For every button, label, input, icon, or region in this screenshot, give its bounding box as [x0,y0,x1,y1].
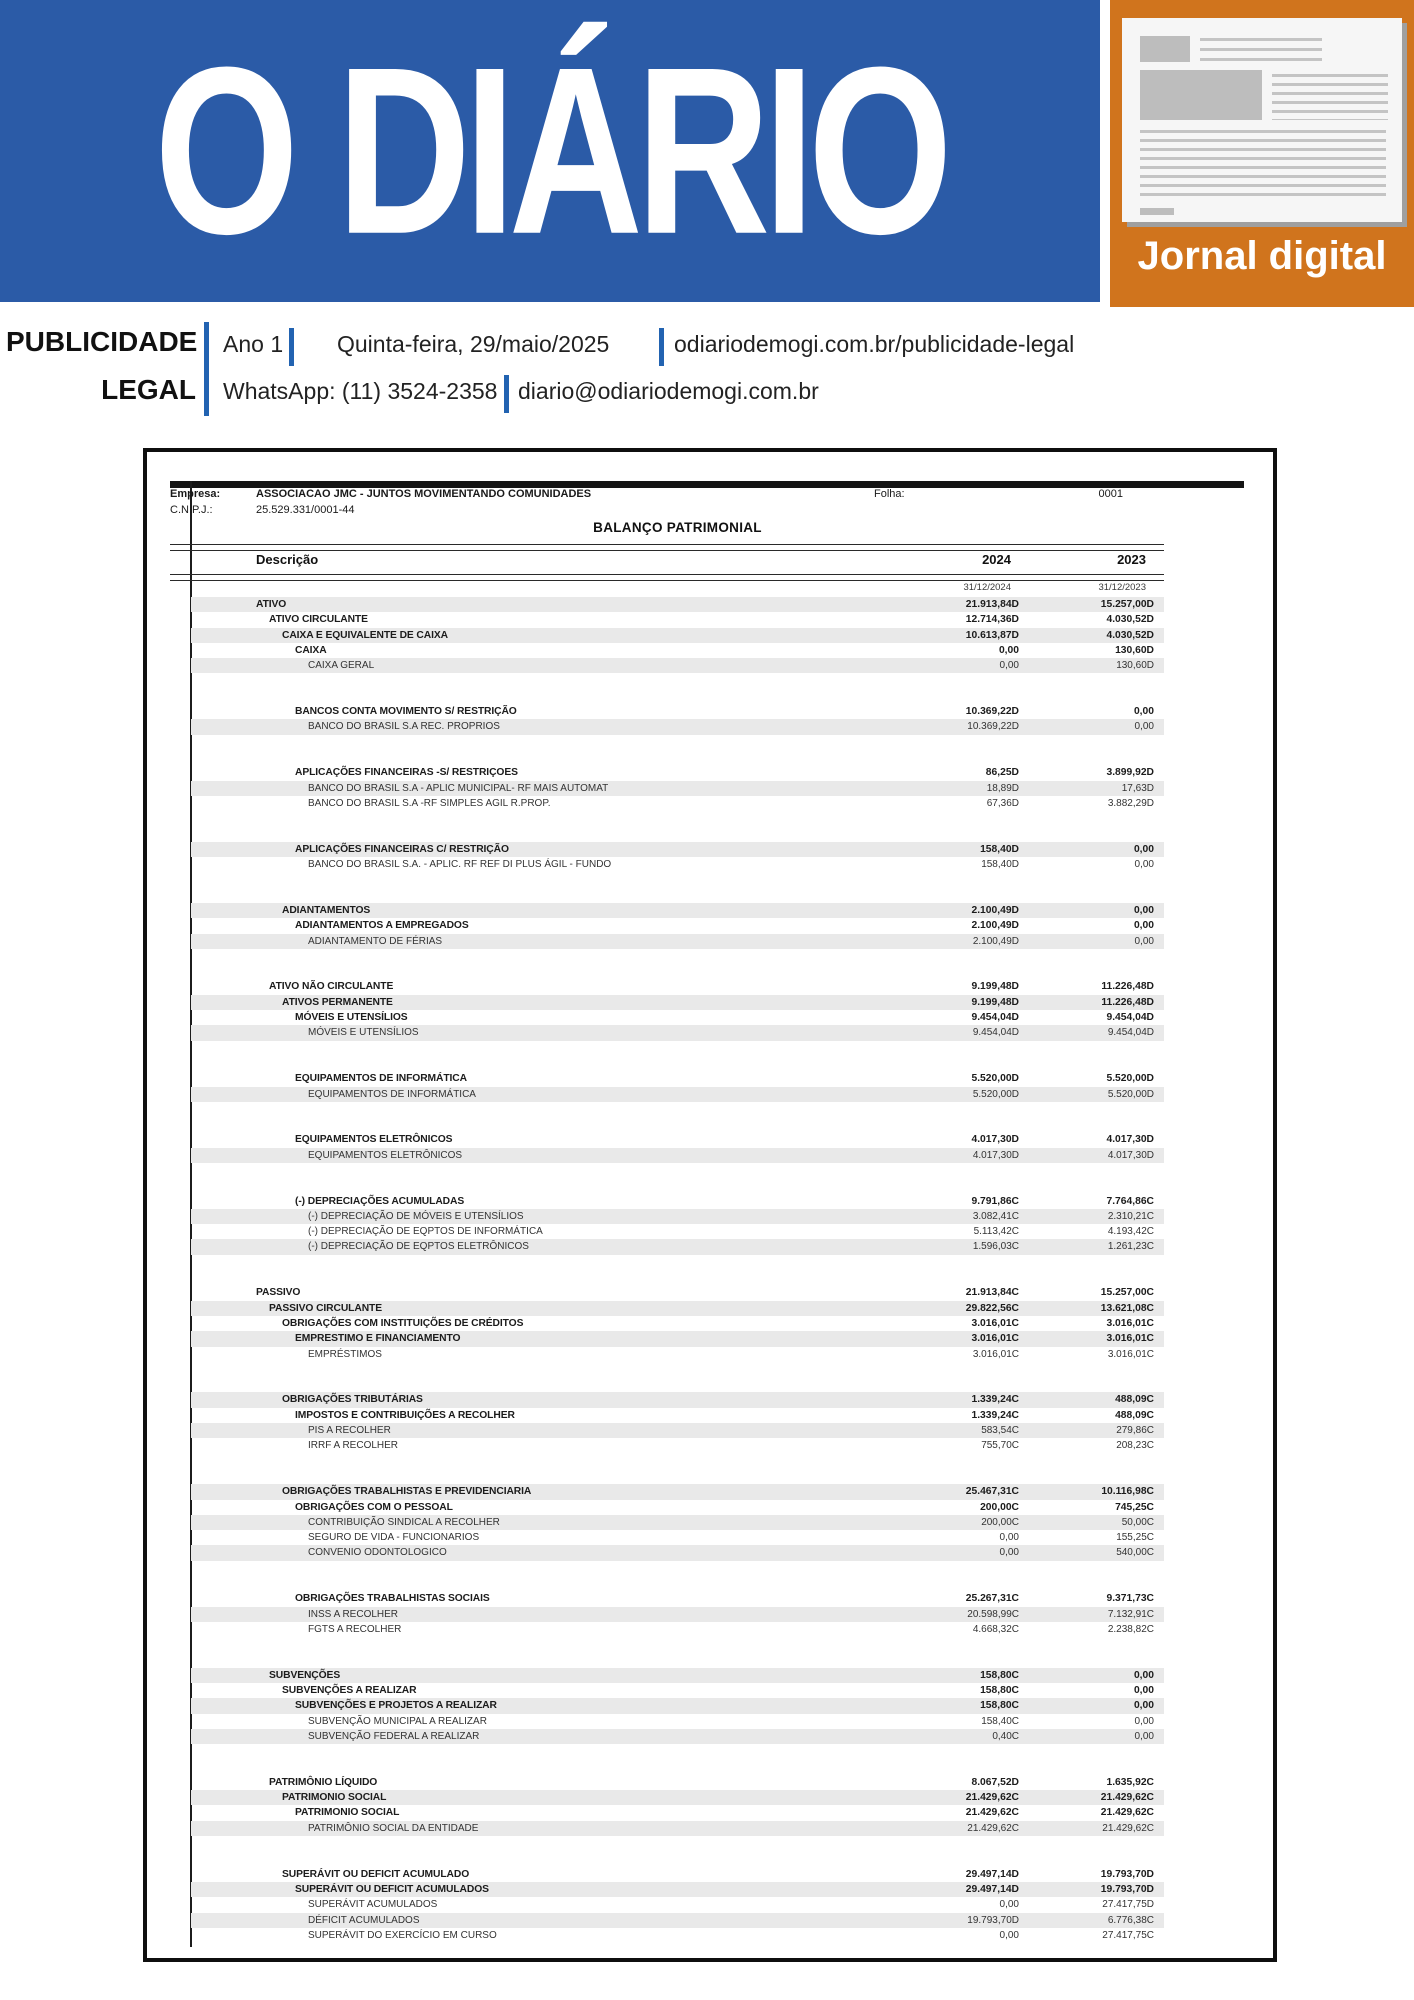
row-spacer [191,1102,1164,1133]
row-value-2024: 67,36D [986,797,1019,809]
row-value-2023: 27.417,75C [1102,1929,1154,1941]
balance-row [191,643,1164,658]
row-value-2023: 0,00 [1133,1700,1154,1712]
email-link[interactable]: diario@odiariodemogi.com.br [518,378,819,404]
row-value-2024: 5.520,00D [972,1088,1019,1100]
row-value-2023: 6.776,38C [1107,1914,1154,1926]
row-value-2024: 2.100,49D [972,935,1019,947]
row-value-2023: 488,09C [1115,1394,1154,1406]
row-value-2023: 130,60D [1116,660,1154,672]
row-label: PATRIMÔNIO SOCIAL DA ENTIDADE [308,1822,479,1834]
row-value-2023: 50,00C [1121,1516,1154,1528]
double-rule [170,544,1164,551]
row-value-2024: 3.016,01C [972,1348,1019,1360]
balance-row [191,597,1164,612]
balance-row [191,995,1164,1010]
row-value-2023: 5.520,00D [1106,1073,1154,1085]
row-label: EQUIPAMENTOS ELETRÔNICOS [295,1134,453,1146]
row-label: PASSIVO CIRCULANTE [269,1302,382,1314]
newspaper-icon-footer-block [1140,208,1174,215]
row-label: ATIVO NÃO CIRCULANTE [269,981,394,993]
row-label: SEGURO DE VIDA - FUNCIONARIOS [308,1532,480,1544]
row-label: INSS A RECOLHER [308,1608,399,1620]
balance-row [191,612,1164,627]
balance-row [191,1392,1164,1407]
balance-row [191,1071,1164,1086]
balance-row [191,1347,1164,1362]
row-value-2024: 158,40C [981,1715,1019,1727]
row-value-2023: 15.257,00C [1100,1287,1154,1299]
edition-year: Ano 1 [223,331,284,357]
row-value-2023: 19.793,70D [1100,1868,1154,1880]
newspaper-icon-text-lines [1140,130,1386,202]
row-label: SUPERÁVIT OU DEFICIT ACUMULADOS [295,1883,489,1895]
row-value-2023: 155,25C [1116,1532,1154,1544]
section-title-publicidade: PUBLICIDADE [6,326,198,357]
balance-date-2024: 31/12/2024 [963,582,1011,593]
row-value-2024: 2.100,49D [971,920,1019,932]
balance-row [191,1331,1164,1346]
balance-row [191,918,1164,933]
balance-row [191,796,1164,811]
row-label: MÓVEIS E UTENSÍLIOS [308,1027,419,1039]
row-value-2024: 2.100,49D [971,904,1019,916]
row-value-2024: 25.267,31C [965,1593,1019,1605]
balance-row [191,1897,1164,1912]
balance-row [191,1423,1164,1438]
balance-row [191,1622,1164,1637]
row-label: SUBVENÇÕES [269,1669,341,1681]
balance-row [191,1515,1164,1530]
row-spacer [191,1836,1164,1867]
row-value-2023: 4.017,30D [1106,1134,1154,1146]
row-value-2024: 9.454,04D [971,1012,1019,1024]
row-label: OBRIGAÇÕES COM INSTITUIÇÕES DE CRÉDITOS [282,1317,524,1329]
balance-row [191,628,1164,643]
row-value-2024: 4.017,30D [972,1149,1019,1161]
row-value-2024: 86,25D [985,767,1019,779]
row-value-2024: 10.369,22D [965,706,1019,718]
row-value-2024: 3.016,01C [971,1317,1019,1329]
row-value-2023: 4.030,52D [1106,629,1154,641]
row-value-2024: 0,00 [999,660,1019,672]
row-value-2024: 8.067,52D [971,1776,1019,1788]
balance-row [191,934,1164,949]
row-spacer [191,872,1164,903]
balance-row [191,1484,1164,1499]
balance-row [191,1591,1164,1606]
folha-label: Folha: [874,488,905,500]
document-title: BALANÇO PATRIMONIAL [593,520,762,535]
balance-row [191,719,1164,734]
row-value-2023: 9.371,73C [1106,1593,1154,1605]
row-spacer [191,949,1164,980]
row-value-2024: 25.467,31C [965,1486,1019,1498]
row-label: OBRIGAÇÕES COM O PESSOAL [295,1501,453,1513]
row-label: DÉFICIT ACUMULADOS [308,1914,420,1926]
row-value-2024: 1.339,24C [971,1409,1019,1421]
row-value-2024: 158,80C [980,1669,1019,1681]
row-value-2023: 19.793,70D [1100,1883,1154,1895]
row-value-2023: 9.454,04D [1107,1027,1154,1039]
balance-row [191,1545,1164,1560]
row-spacer [191,1163,1164,1194]
row-value-2023: 3.016,01C [1107,1348,1154,1360]
row-value-2024: 200,00C [981,1516,1019,1528]
row-value-2024: 20.598,99C [967,1608,1019,1620]
divider-bar [659,328,664,366]
row-label: EQUIPAMENTOS DE INFORMÁTICA [308,1088,476,1100]
balance-row [191,704,1164,719]
row-label: PIS A RECOLHER [308,1425,391,1437]
newspaper-icon-text-lines [1272,74,1388,120]
row-label: SUBVENÇÃO MUNICIPAL A REALIZAR [308,1715,487,1727]
row-value-2024: 9.199,48D [971,996,1019,1008]
row-value-2024: 9.454,04D [972,1027,1019,1039]
balance-row [191,1132,1164,1147]
company-label: Empresa: [170,488,221,500]
row-value-2023: 3.882,29D [1107,797,1154,809]
row-label: SUPERÁVIT OU DEFICIT ACUMULADO [282,1868,470,1880]
row-value-2023: 4.193,42C [1107,1226,1154,1238]
row-spacer [191,1362,1164,1393]
folha-number: 0001 [1098,488,1123,500]
newspaper-banner [0,0,1100,302]
row-value-2024: 29.497,14D [965,1868,1019,1880]
balance-row [191,1714,1164,1729]
row-value-2024: 21.913,84D [965,599,1019,610]
row-value-2023: 17,63D [1121,782,1154,794]
row-value-2023: 10.116,98C [1101,1486,1154,1498]
balance-row [191,857,1164,872]
cnpj-value: 25.529.331/0001-44 [256,504,355,516]
legal-notice-document [143,448,1277,1962]
section-title-legal: LEGAL [101,374,196,405]
newspaper-logo: O DIÁRIO [154,18,946,284]
row-value-2024: 200,00C [980,1501,1019,1513]
balance-row [191,1285,1164,1300]
row-label: EMPRÉSTIMOS [308,1348,382,1360]
row-value-2023: 0,00 [1134,1715,1154,1727]
row-label: CAIXA E EQUIVALENTE DE CAIXA [282,629,448,641]
row-value-2023: 3.016,01C [1106,1333,1154,1345]
row-label: OBRIGAÇÕES TRABALHISTAS SOCIAIS [295,1593,490,1605]
row-value-2023: 540,00C [1116,1547,1154,1559]
balance-row [191,1408,1164,1423]
row-value-2024: 9.199,48D [971,981,1019,993]
row-label: OBRIGAÇÕES TRIBUTÁRIAS [282,1394,423,1406]
row-value-2024: 12.714,36D [965,614,1019,626]
row-label: ADIANTAMENTOS A EMPREGADOS [295,920,469,932]
row-value-2023: 130,60D [1115,644,1154,656]
balance-row [191,1209,1164,1224]
cnpj-label: C.N.P.J.: [170,504,213,516]
row-value-2023: 21.429,62C [1102,1822,1154,1834]
row-value-2023: 488,09C [1115,1409,1154,1421]
row-value-2023: 0,00 [1134,859,1154,871]
row-value-2024: 21.429,62C [967,1822,1019,1834]
row-value-2023: 0,00 [1133,1685,1154,1697]
column-header-2023: 2023 [1117,552,1146,567]
row-spacer [191,1744,1164,1775]
row-value-2023: 2.310,21C [1107,1210,1154,1222]
row-value-2023: 13.621,08C [1100,1302,1154,1314]
row-value-2024: 10.613,87D [965,629,1019,641]
row-value-2023: 0,00 [1134,721,1154,733]
row-label: PATRIMONIO SOCIAL [282,1792,387,1804]
row-label: SUPERÁVIT ACUMULADOS [308,1899,438,1911]
column-header-2024: 2024 [982,552,1011,567]
row-label: BANCO DO BRASIL S.A - APLIC MUNICIPAL- RF MAIS AUTOMAT [308,782,609,794]
balance-row [191,1316,1164,1331]
row-value-2023: 2.238,82C [1107,1623,1154,1635]
row-value-2024: 0,40C [992,1730,1019,1742]
row-label: PATRIMÔNIO LÍQUIDO [269,1776,378,1788]
row-value-2024: 0,00 [999,1929,1019,1941]
double-rule [170,574,1164,581]
balance-row [191,1194,1164,1209]
row-label: (-) DEPRECIAÇÃO DE EQPTOS DE INFORMÁTICA [308,1226,543,1238]
balance-row [191,1224,1164,1239]
row-label: ATIVO [256,599,287,610]
row-label: OBRIGAÇÕES TRABALHISTAS E PREVIDENCIARIA [282,1486,532,1498]
balance-row [191,781,1164,796]
row-value-2024: 1.596,03C [972,1241,1019,1253]
row-value-2023: 7.764,86C [1106,1195,1154,1207]
row-label: CAIXA [295,644,327,656]
divider-bar [289,328,294,366]
balance-row [191,1025,1164,1040]
row-value-2023: 5.520,00D [1107,1088,1154,1100]
row-value-2023: 27.417,75D [1102,1899,1154,1911]
row-value-2024: 1.339,24C [971,1394,1019,1406]
row-value-2023: 0,00 [1134,1730,1154,1742]
row-label: EQUIPAMENTOS DE INFORMÁTICA [295,1073,467,1085]
balance-row [191,979,1164,994]
row-value-2023: 0,00 [1133,843,1154,855]
row-value-2024: 0,00 [998,644,1019,656]
row-value-2023: 208,23C [1116,1440,1154,1452]
row-label: ADIANTAMENTO DE FÉRIAS [308,935,443,947]
row-value-2023: 1.261,23C [1107,1241,1154,1253]
balance-row [191,1805,1164,1820]
column-header-descricao: Descrição [256,552,319,567]
row-label: CAIXA GERAL [308,660,375,672]
row-value-2023: 279,86C [1116,1425,1154,1437]
row-label: IMPOSTOS E CONTRIBUIÇÕES A RECOLHER [295,1409,515,1421]
row-label: BANCO DO BRASIL S.A. - APLIC. RF REF DI PLUS ÁGIL - FUNDO [308,859,612,871]
row-spacer [191,1041,1164,1072]
whatsapp-contact[interactable]: WhatsApp: (11) 3524-2358 [223,378,498,404]
row-value-2024: 0,00 [999,1532,1019,1544]
company-name: ASSOCIACAO JMC - JUNTOS MOVIMENTANDO COMUNIDADES [256,488,592,500]
row-spacer [191,735,1164,766]
balance-row [191,1882,1164,1897]
row-value-2024: 3.016,01C [971,1333,1019,1345]
row-value-2024: 0,00 [999,1899,1019,1911]
row-value-2023: 21.429,62C [1100,1807,1154,1819]
row-value-2024: 19.793,70D [967,1914,1019,1926]
row-value-2024: 3.082,41C [972,1210,1019,1222]
row-label: CONVENIO ODONTOLOGICO [308,1547,447,1559]
row-label: FGTS A RECOLHER [308,1623,402,1635]
balance-row [191,658,1164,673]
row-label: IRRF A RECOLHER [308,1440,399,1452]
row-value-2024: 158,40D [981,859,1019,871]
row-spacer [191,1561,1164,1592]
balance-row [191,1698,1164,1713]
balance-row [191,903,1164,918]
edition-date: Quinta-feira, 29/maio/2025 [337,331,610,357]
row-label: SUBVENÇÕES E PROJETOS A REALIZAR [295,1700,497,1712]
site-url-link[interactable]: odiariodemogi.com.br/publicidade-legal [674,331,1075,357]
balance-row [191,765,1164,780]
row-value-2023: 1.635,92C [1106,1776,1154,1788]
row-spacer [191,1637,1164,1668]
row-spacer [191,1255,1164,1286]
balance-row [191,1301,1164,1316]
balance-row [191,1775,1164,1790]
row-value-2023: 0,00 [1133,1669,1154,1681]
row-value-2023: 7.132,91C [1107,1608,1154,1620]
row-value-2024: 29.822,56C [965,1302,1019,1314]
row-value-2023: 21.429,62C [1100,1792,1154,1804]
row-value-2024: 18,89D [986,782,1019,794]
divider-bar [204,322,209,416]
badge-label: Jornal digital [1137,234,1387,278]
row-value-2023: 4.030,52D [1106,614,1154,626]
balance-row [191,1239,1164,1254]
row-label: MÓVEIS E UTENSÍLIOS [295,1012,408,1024]
balance-date-2023: 31/12/2023 [1098,582,1146,593]
row-spacer [191,673,1164,704]
row-value-2024: 158,80C [980,1700,1019,1712]
row-value-2023: 11.226,48D [1101,981,1154,993]
row-label: ADIANTAMENTOS [282,904,371,916]
balance-row [191,1867,1164,1882]
row-value-2023: 15.257,00D [1100,599,1154,610]
balance-row [191,1928,1164,1943]
balance-row [191,1821,1164,1836]
row-value-2024: 755,70C [981,1440,1019,1452]
row-label: SUBVENÇÕES A REALIZAR [282,1685,417,1697]
balance-row [191,1790,1164,1805]
table-top-rule [170,481,1244,488]
balance-row [191,1668,1164,1683]
row-value-2024: 10.369,22D [967,721,1019,733]
row-value-2024: 583,54C [981,1425,1019,1437]
balance-row [191,1438,1164,1453]
row-value-2023: 3.016,01C [1106,1317,1154,1329]
row-value-2024: 9.791,86C [971,1195,1019,1207]
row-value-2024: 29.497,14D [965,1883,1019,1895]
row-value-2024: 0,00 [999,1547,1019,1559]
row-value-2023: 4.017,30D [1107,1149,1154,1161]
row-label: CONTRIBUIÇÃO SINDICAL A RECOLHER [308,1516,500,1528]
row-value-2023: 0,00 [1133,706,1154,718]
balance-row [191,1010,1164,1025]
row-label: (-) DEPRECIAÇÃO DE MÓVEIS E UTENSÍLIOS [308,1210,524,1222]
row-value-2023: 9.454,04D [1106,1012,1154,1024]
row-label: BANCO DO BRASIL S.A -RF SIMPLES AGIL R.PROP. [308,797,551,809]
balance-row [191,1530,1164,1545]
balance-row [191,1148,1164,1163]
row-label: BANCO DO BRASIL S.A REC. PROPRIOS [308,721,500,733]
row-value-2023: 0,00 [1134,935,1154,947]
row-value-2023: 11.226,48D [1101,996,1154,1008]
row-value-2024: 4.668,32C [972,1623,1019,1635]
balance-row [191,1607,1164,1622]
newspaper-icon-photo-block [1140,70,1262,120]
balance-row [191,1683,1164,1698]
row-value-2023: 0,00 [1133,904,1154,916]
newspaper-icon-text-lines [1200,38,1322,62]
row-label: (-) DEPRECIAÇÃO DE EQPTOS ELETRÔNICOS [308,1241,529,1253]
balance-row [191,842,1164,857]
row-value-2024: 158,40D [980,843,1019,855]
row-label: (-) DEPRECIAÇÕES ACUMULADAS [295,1195,465,1207]
jornal-digital-badge [1110,0,1414,307]
row-value-2024: 21.913,84C [965,1287,1019,1299]
row-label: SUBVENÇÃO FEDERAL A REALIZAR [308,1730,480,1742]
balance-row [191,1729,1164,1744]
row-value-2024: 5.113,42C [973,1226,1019,1238]
balance-row [191,1500,1164,1515]
row-value-2023: 745,25C [1115,1501,1154,1513]
balance-row [191,1087,1164,1102]
row-label: ATIVO CIRCULANTE [269,614,368,626]
balance-sheet-rows [191,597,1164,1943]
row-spacer [191,811,1164,842]
row-label: SUPERÁVIT DO EXERCÍCIO EM CURSO [308,1929,497,1941]
row-value-2024: 4.017,30D [971,1134,1019,1146]
row-label: APLICAÇÕES FINANCEIRAS C/ RESTRIÇÃO [295,843,509,855]
row-label: EQUIPAMENTOS ELETRÔNICOS [308,1149,463,1161]
newspaper-icon [1122,18,1402,222]
row-label: PASSIVO [256,1287,301,1299]
row-label: PATRIMONIO SOCIAL [295,1807,400,1819]
divider-bar [504,375,509,413]
row-value-2024: 5.520,00D [971,1073,1019,1085]
row-value-2024: 158,80C [980,1685,1019,1697]
row-value-2023: 0,00 [1133,920,1154,932]
row-label: BANCOS CONTA MOVIMENTO S/ RESTRIÇÃO [295,706,517,718]
newspaper-icon-image-block [1140,36,1190,62]
row-label: APLICAÇÕES FINANCEIRAS -S/ RESTRIÇOES [295,767,518,779]
row-value-2024: 21.429,62C [965,1807,1019,1819]
balance-row [191,1913,1164,1928]
row-value-2023: 3.899,92D [1106,767,1154,779]
row-label: EMPRESTIMO E FINANCIAMENTO [295,1333,461,1345]
row-spacer [191,1454,1164,1485]
row-value-2024: 21.429,62C [965,1792,1019,1804]
row-label: ATIVOS PERMANENTE [282,996,393,1008]
